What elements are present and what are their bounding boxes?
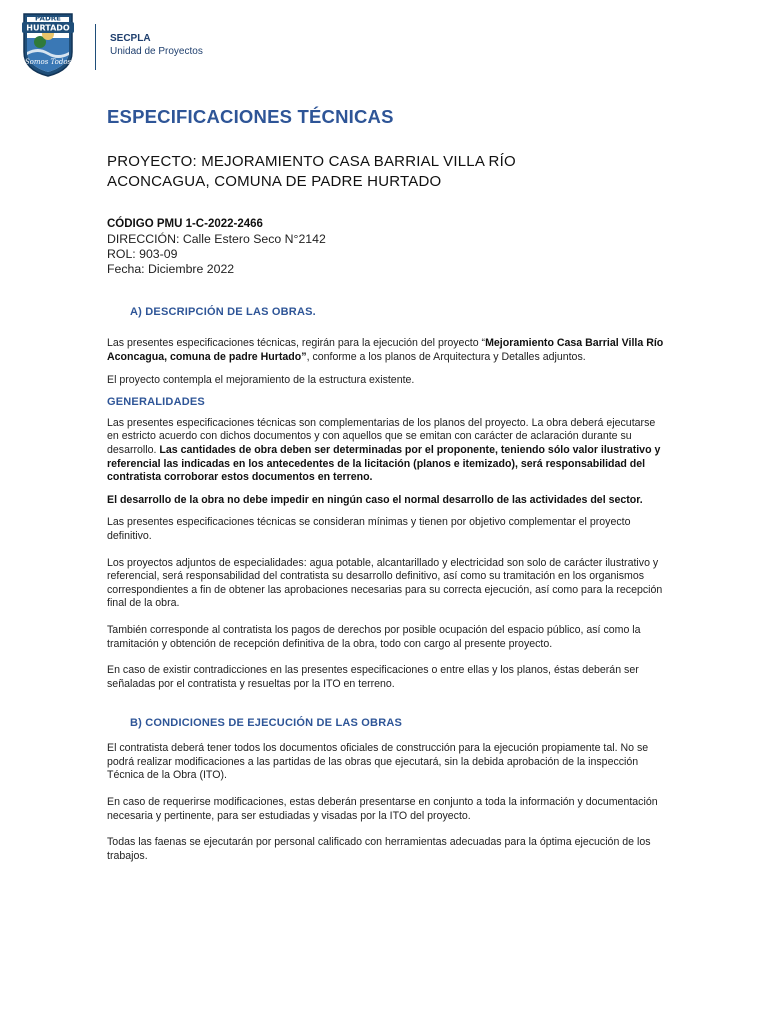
project-title (107, 152, 667, 192)
project-meta (107, 217, 667, 277)
paragraph-text: Las presentes especificaciones técnicas son complementarias de los planos del proyecto. La obra deberá ejecutarse en estricto acuerdo con dichos documentos y con aquellos que se emitan con carácter de aclaración durante su desarrollo. (107, 416, 656, 456)
org-name: SECPLA (110, 33, 151, 44)
section-b-paragraph-3: Todas las faenas se ejecutarán por personal calificado con herramientas adecuadas para la óptima ejecución de los trabajos. (107, 836, 651, 862)
letterhead (18, 8, 278, 78)
paragraph-text: , conforme a los planos de Arquitectura y Detalles adjuntos. (306, 350, 586, 363)
section-b-paragraph-2: En caso de requerirse modificaciones, estas deberán presentarse en conjunto a toda la información y documentación necesaria y pertinente, para ser estudiadas y visadas por la ITO del proyecto. (107, 796, 658, 822)
document-body (107, 105, 667, 863)
paragraph-text: Las presentes especificaciones técnicas, regirán para la ejecución del proyecto “ (107, 337, 486, 349)
project-title-line-2: ACONCAGUA, COMUNA DE PADRE HURTADO (107, 173, 442, 190)
generalidades-heading: GENERALIDADES (107, 395, 205, 408)
svg-text:PADRE: PADRE (35, 14, 61, 23)
quantities-notice-bold: Las cantidades de obra deben ser determinadas por el proponente, teniendo sólo valor ilustrativo y referencial las indicadas en los antecedentes de la licitación (planos e itemizado), será responsabilidad del contratista corroborar estos documentos en terreno. (107, 443, 661, 484)
generalidades-paragraph-5: También corresponde al contratista los pagos de derechos por posible ocupación del espacio público, así como la tramitación y obtención de recepción definitiva de la obra, todo con cargo al presente proyecto. (107, 623, 641, 650)
generalidades-paragraph-3: Las presentes especificaciones técnicas se consideran mínimas y tienen por objetivo complementar el proyecto definitivo. (107, 516, 631, 542)
generalidades-paragraph-2: El desarrollo de la obra no debe impedir en ningún caso el normal desarrollo de las actividades del sector. (107, 493, 643, 506)
project-address: DIRECCIÓN: Calle Estero Seco N°2142 (107, 232, 326, 246)
generalidades-paragraph-1 (107, 417, 667, 485)
project-title-line-1: PROYECTO: MEJORAMIENTO CASA BARRIAL VILLA RÍO (107, 153, 516, 170)
section-a-paragraph-2: El proyecto contempla el mejoramiento de la estructura existente. (107, 374, 415, 387)
document-title: ESPECIFICACIONES TÉCNICAS (107, 106, 394, 127)
section-b-paragraph-1: El contratista deberá tener todos los documentos oficiales de construcción para la ejecución propiamente tal. No se podrá realizar modificaciones a las partidas de las obras que ejecutará, sin la debida aprobación de la inspección Técnica de la Obra (ITO). (107, 742, 649, 782)
org-unit: Unidad de Proyectos (110, 46, 203, 57)
project-date: Fecha: Diciembre 2022 (107, 262, 235, 276)
project-rol: ROL: 903-09 (107, 247, 178, 261)
project-name-bold: Mejoramiento Casa Barrial Villa Río Aconcagua, comuna de padre Hurtado” (107, 337, 664, 363)
section-a-heading: A) DESCRIPCIÓN DE LAS OBRAS. (130, 306, 316, 318)
header-divider (95, 24, 96, 70)
padre-hurtado-crest-logo (18, 8, 78, 78)
svg-text:HURTADO: HURTADO (26, 23, 70, 33)
organization-block (110, 32, 203, 58)
generalidades-paragraph-6: En caso de existir contradicciones en las presentes especificaciones o entre ellas y los planos, éstas deberán ser señaladas por el contratista y resueltas por la ITO en terreno. (107, 664, 639, 690)
section-a-paragraph-1 (107, 337, 667, 364)
svg-text:Somos Todos: Somos Todos (24, 58, 72, 66)
project-code: CÓDIGO PMU 1-C-2022-2466 (107, 218, 263, 230)
generalidades-paragraph-4: Los proyectos adjuntos de especialidades: agua potable, alcantarillado y electricidad son solo de carácter ilustrativo y referencial, será responsabilidad del contratista su desarrollo definitivo, así como su tramitación en los organismos correspondientes a fin de obtener las aprobaciones necesarias para su correcta ejecución, así como para la recepción final de la obra. (107, 556, 663, 610)
section-b-heading: B) CONDICIONES DE EJECUCIÓN DE LAS OBRAS (130, 717, 403, 730)
